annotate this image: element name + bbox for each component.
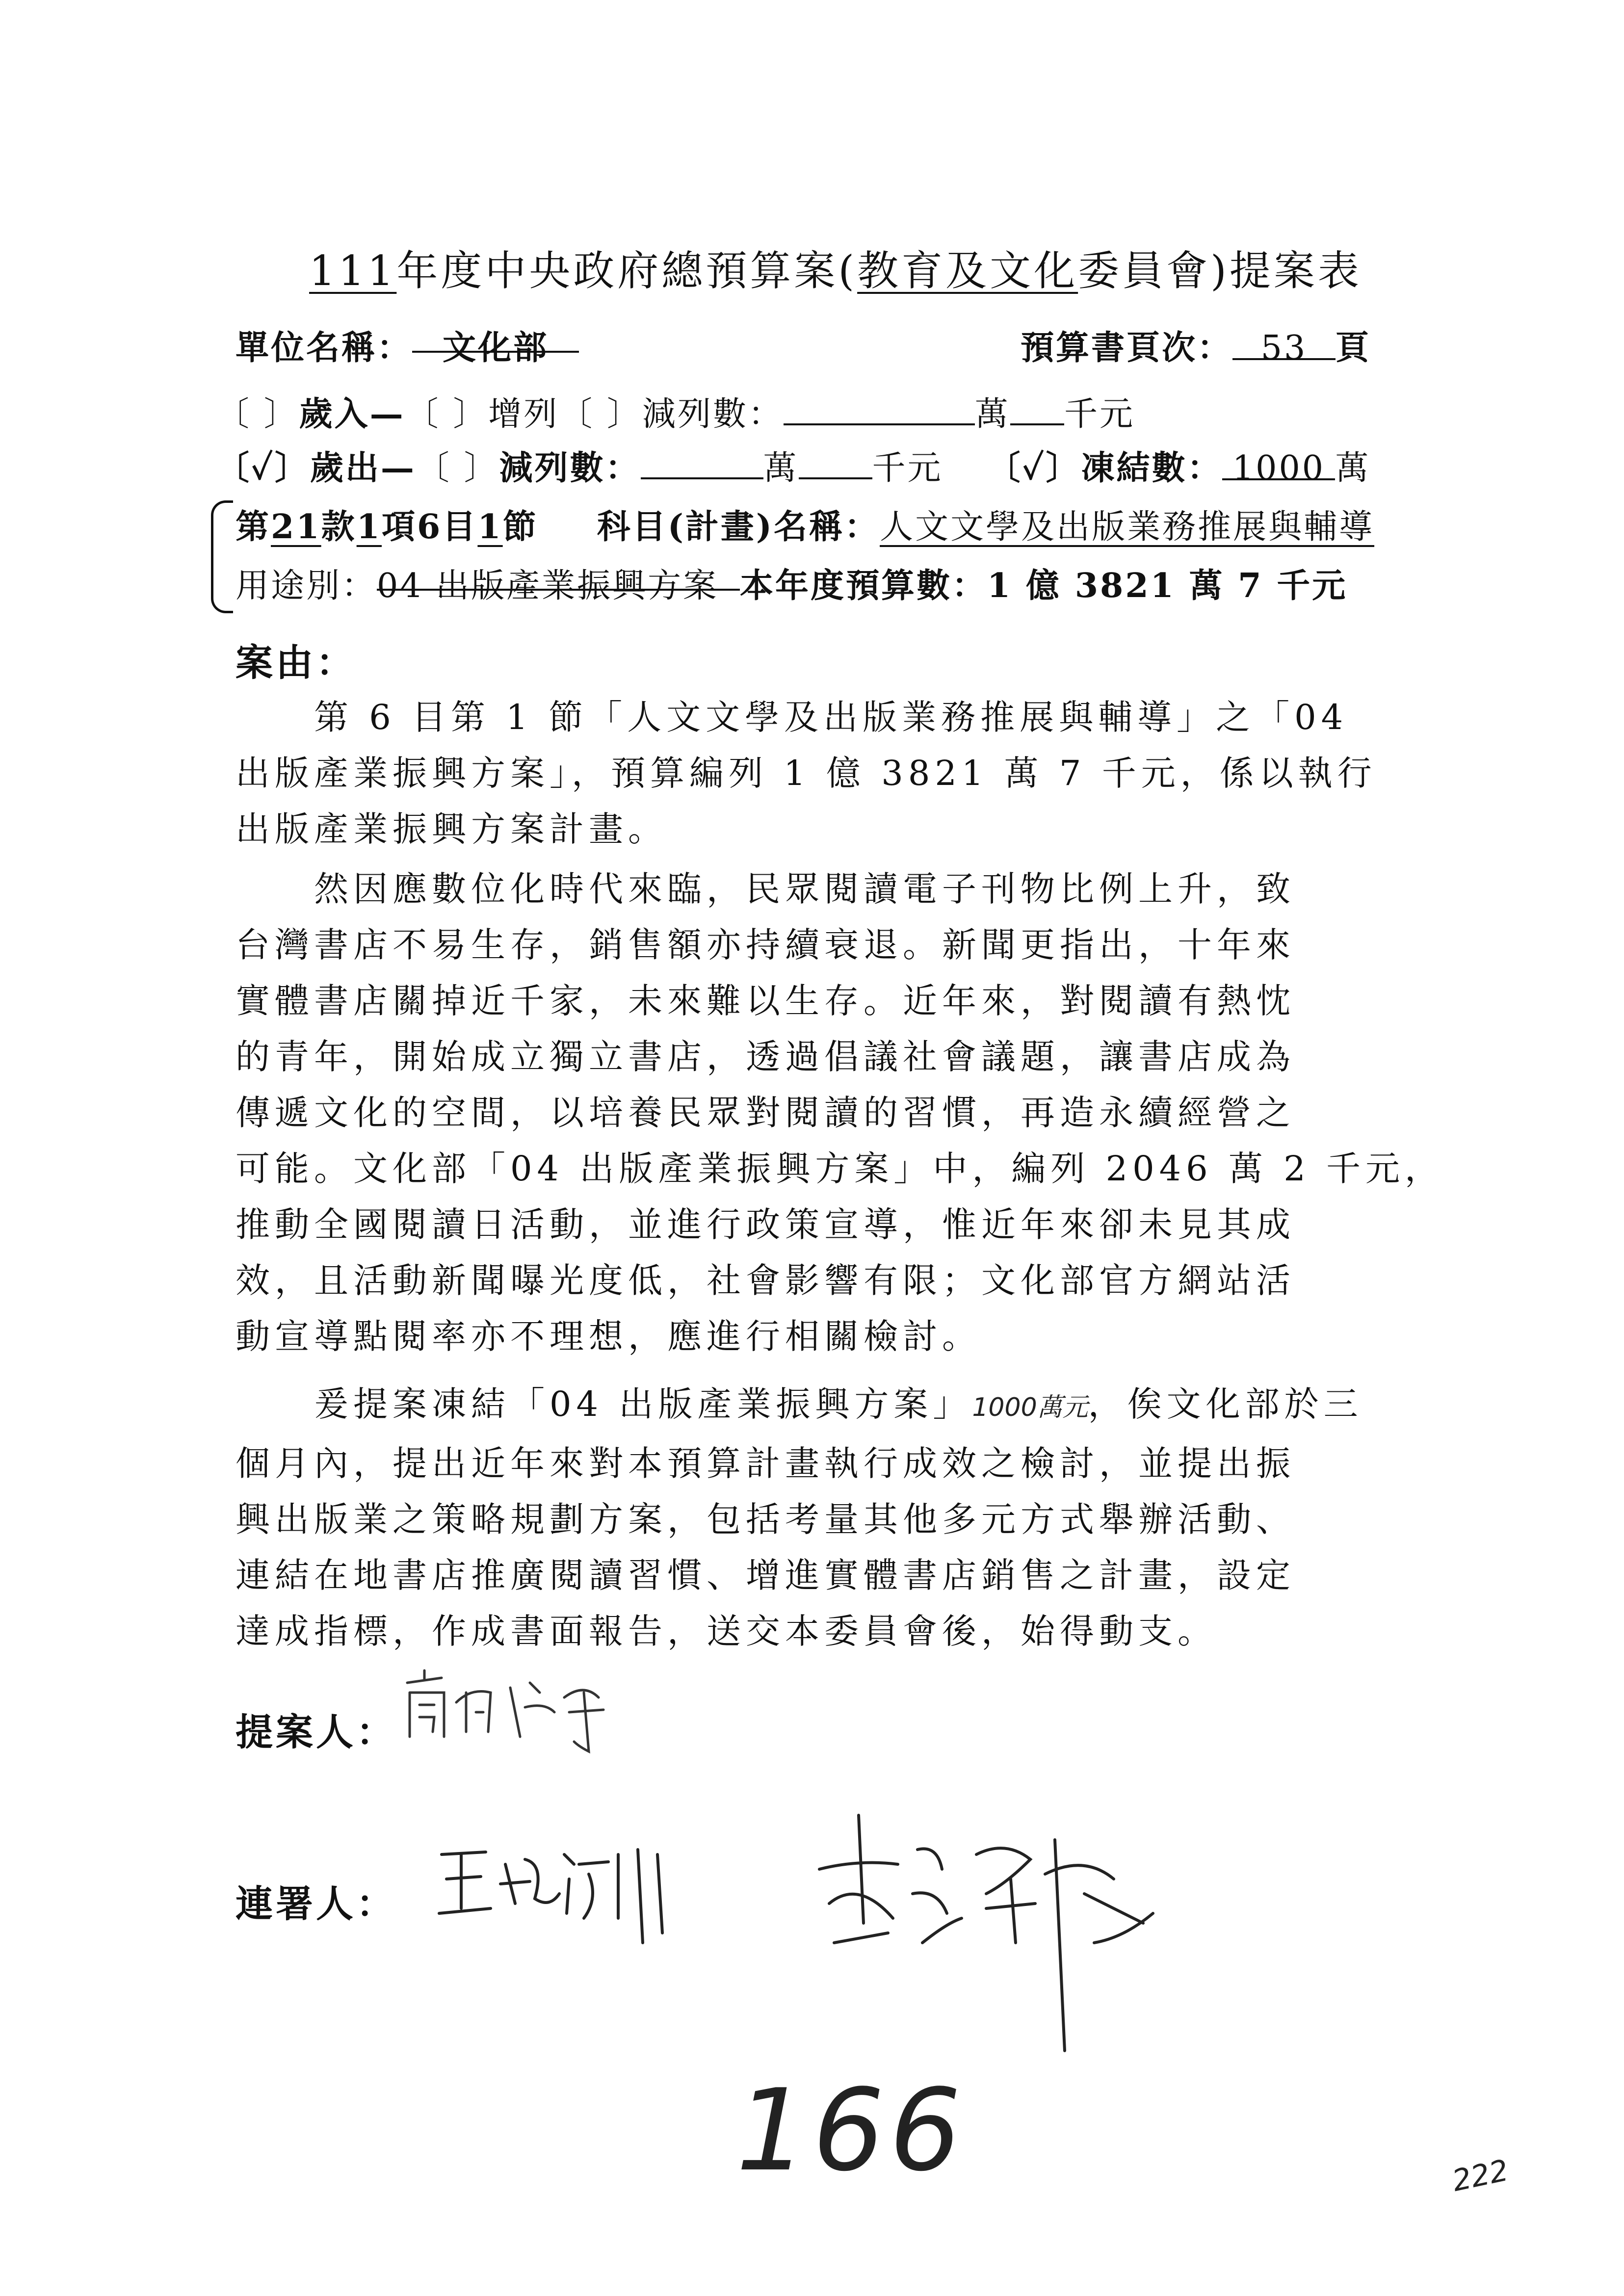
xiang-number: 1: [356, 507, 382, 547]
jie-number: 1: [477, 507, 503, 547]
item-bracket: [211, 500, 233, 613]
expense-decrease-checkbox: 〔 〕: [416, 449, 499, 488]
revenue-checkbox: 〔 〕: [216, 395, 299, 434]
p3-first-a: 爰提案凍結「04 出版產業振興方案」: [314, 1384, 972, 1424]
revenue-decrease: 減列數：: [642, 395, 784, 434]
p3-line: 個月內，提出近年來對本預算計畫執行成效之檢討，並提出振: [236, 1443, 1295, 1484]
page-row: [1021, 321, 1371, 369]
expense-checkbox: 〔✓〕: [216, 448, 310, 488]
title-committee: 教育及文化: [857, 247, 1078, 295]
item-line: [236, 500, 1374, 548]
unit-value: 文化部: [412, 321, 579, 353]
title-year: 111: [309, 247, 397, 295]
kuan-number: 21: [271, 507, 321, 547]
p2-line: 傳遞文化的空間，以培養民眾對閱讀的習慣，再造永續經營之: [236, 1093, 1295, 1133]
expense-line: [216, 442, 1370, 489]
expense-wan: 萬: [763, 449, 799, 488]
revenue-increase-checkbox: 〔 〕: [405, 395, 489, 434]
mu-label: 目: [442, 507, 478, 547]
p3-line: 達成指標，作成書面報告，送交本委員會後，始得動支。: [236, 1611, 1217, 1651]
expense-decrease: 減列數：: [499, 448, 641, 488]
revenue-line: [216, 388, 1135, 435]
p2-line: 實體書店關掉近千家，未來難以生存。近年來，對閱讀有熱忱: [236, 981, 1295, 1021]
proposer-label: 提案人：: [236, 1710, 396, 1754]
unit-row: [236, 321, 579, 369]
cosigner-label: 連署人：: [236, 1882, 396, 1926]
page-unit: 頁: [1336, 328, 1371, 367]
proposer-signature: [397, 1663, 613, 1761]
freeze-value: 1000: [1222, 449, 1335, 480]
revenue-qian: 千元: [1064, 395, 1135, 434]
reason-paragraph-1: [236, 689, 1377, 857]
reason-heading: 案由：: [236, 641, 356, 684]
p2-line: 的青年，開始成立獨立書店，透過倡議社會議題，讓書店成為: [236, 1037, 1295, 1077]
p3-first-line: [236, 1376, 1363, 1435]
document-title: [309, 238, 1362, 297]
expense-qian: 千元: [872, 449, 943, 488]
xiang-label: 項: [382, 507, 418, 547]
expense-wan-blank: [641, 448, 763, 479]
budget-value: 1 億 3821 萬 7 千元: [987, 566, 1348, 605]
revenue-label: 歲入—: [299, 394, 405, 434]
freeze-label: 凍結數：: [1081, 448, 1223, 488]
freeze-checkbox: 〔✓〕: [987, 448, 1081, 488]
usage-line: [236, 559, 1347, 607]
revenue-wan-blank: [784, 394, 975, 425]
reason-paragraph-3: [236, 1376, 1363, 1659]
p1-line: 出版產業振興方案」，預算編列 1 億 3821 萬 7 千元，係以執行: [236, 753, 1377, 793]
handwritten-amount: 1000萬元: [972, 1393, 1088, 1422]
kuan-prefix: 第: [236, 507, 271, 547]
corner-number: 222: [1449, 2153, 1512, 2199]
revenue-wan: 萬: [974, 395, 1010, 434]
handwritten-page-number: 166: [736, 2065, 966, 2196]
p2-line: 推動全國閱讀日活動，並進行政策宣導，惟近年來卻未見其成: [236, 1204, 1295, 1245]
usage-label: 用途別：: [236, 567, 377, 605]
revenue-decrease-checkbox: 〔 〕: [559, 395, 642, 434]
subject-value: 人文文學及出版業務推展與輔導: [880, 508, 1375, 547]
jie-label: 節: [502, 507, 538, 547]
expense-qian-blank: [799, 448, 872, 479]
expense-label: 歲出—: [310, 448, 416, 488]
usage-value: 04 出版產業振興方案: [377, 559, 740, 591]
p2-line: 動宣導點閱率亦不理想，應進行相關檢討。: [236, 1316, 981, 1357]
mu-number: 6: [417, 507, 443, 547]
p3-first-b: ，俟文化部於三: [1088, 1384, 1363, 1424]
reason-paragraph-2: [236, 861, 1444, 1364]
unit-label: 單位名稱：: [236, 328, 413, 367]
freeze-unit: 萬: [1335, 449, 1371, 488]
title-part1: 年度中央政府總預算案(: [396, 247, 858, 295]
p2-line: 台灣書店不易生存，銷售額亦持續衰退。新聞更指出，十年來: [236, 925, 1295, 965]
revenue-increase: 增列: [488, 395, 559, 434]
p1-line: 第 6 目第 1 節「人文文學及出版業務推展與輔導」之「04: [314, 697, 1348, 737]
p3-line: 興出版業之策略規劃方案，包括考量其他多元方式舉辦活動、: [236, 1499, 1295, 1539]
p2-line: 效，且活動新聞曝光度低，社會影響有限；文化部官方網站活: [236, 1260, 1295, 1301]
cosigner-signature-1: [432, 1835, 687, 1962]
title-part2: 委員會)提案表: [1078, 247, 1362, 295]
cosigner-signature-2: [800, 1796, 1173, 2070]
revenue-qian-blank: [1010, 394, 1064, 425]
budget-label: 本年度預算數：: [740, 566, 988, 605]
p1-line: 出版產業振興方案計畫。: [236, 809, 667, 849]
p2-line: 可能。文化部「04 出版產業振興方案」中，編列 2046 萬 2 千元，: [236, 1148, 1444, 1189]
page-value: 53: [1232, 329, 1336, 360]
subject-label: 科目(計畫)名稱：: [597, 507, 880, 547]
kuan-label: 款: [321, 507, 357, 547]
p2-line: 然因應數位化時代來臨，民眾閱讀電子刊物比例上升，致: [314, 869, 1295, 909]
p3-line: 連結在地書店推廣閱讀習慣、增進實體書店銷售之計畫，設定: [236, 1555, 1295, 1595]
page-label: 預算書頁次：: [1021, 328, 1233, 367]
